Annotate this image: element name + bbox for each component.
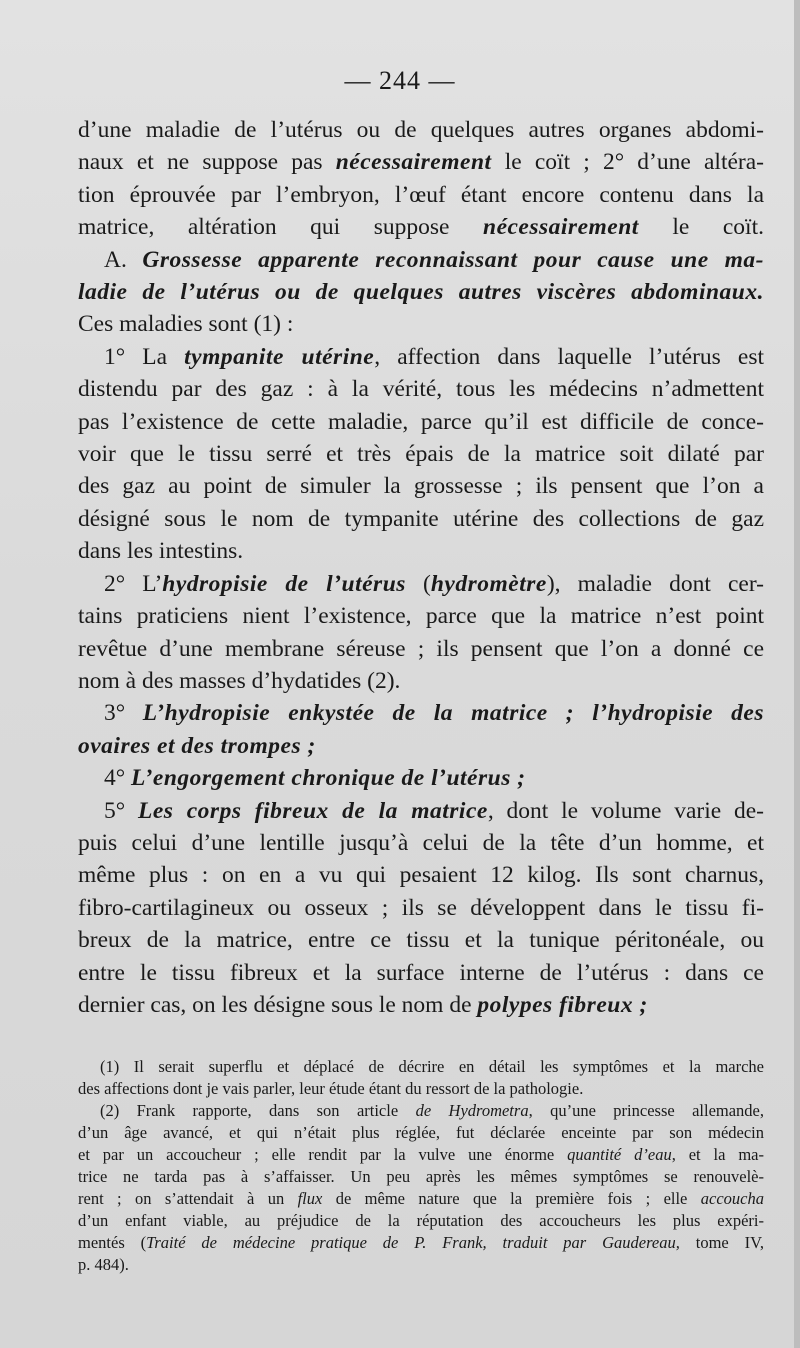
text-segment: 5°	[104, 797, 138, 824]
italic-text: Grossesse apparente reconnaissant pour cause une ma-	[142, 246, 764, 273]
footnote-line	[78, 1056, 764, 1078]
text-line	[78, 827, 764, 859]
text-line	[78, 633, 764, 665]
text-line	[78, 535, 764, 567]
text-segment: dans les intestins.	[78, 538, 244, 565]
italic-text: L’engorgement chronique de l’utérus ;	[131, 765, 526, 792]
italic-text: ladie de l’utérus ou de quelques autres viscères abdominaux.	[78, 279, 764, 306]
text-segment: , affection dans laquelle l’utérus est	[374, 343, 765, 370]
text-line	[78, 859, 764, 891]
text-segment: pas l’existence de cette maladie, parce qu’il est difficile de conce-	[78, 408, 764, 435]
text-segment: voir que le tissu serré et très épais de la matrice soit dilaté par	[78, 441, 764, 468]
text-segment: rent ; on s’attendait à un	[78, 1189, 298, 1208]
text-segment: ), maladie dont cer-	[546, 570, 764, 597]
italic-text: accoucha	[700, 1189, 764, 1208]
italic-text: hydropisie de l’utérus	[162, 570, 406, 597]
text-line	[78, 697, 764, 729]
text-line	[78, 665, 764, 697]
italic-text: nécessairement	[483, 214, 639, 241]
text-line	[78, 244, 764, 276]
page-edge-shadow	[794, 0, 800, 1348]
text-segment: entre le tissu fibreux et la surface interne de l’utérus : dans ce	[78, 959, 764, 986]
text-line	[78, 924, 764, 956]
italic-text: ovaires et des trompes ;	[78, 732, 316, 759]
text-segment: et par un accoucheur ; elle rendit par la vulve une énorme	[78, 1145, 568, 1164]
text-line	[78, 341, 764, 373]
italic-text: polypes fibreux ;	[477, 991, 648, 1018]
footnote-line	[78, 1254, 764, 1276]
text-segment: des gaz au point de simuler la grossesse ; ils pensent que l’on a	[78, 473, 764, 500]
text-segment: même plus : on en a vu qui pesaient 12 kilog. Ils sont charnus,	[78, 862, 764, 889]
text-segment: de même nature que la première fois ; elle	[322, 1189, 701, 1208]
text-line	[78, 373, 764, 405]
text-segment: mentés (	[78, 1233, 147, 1252]
text-line	[78, 308, 764, 340]
text-segment: d’une maladie de l’utérus ou de quelques autres organes abdomi-	[78, 117, 764, 143]
page-number: — 244 —	[344, 66, 456, 95]
text-segment: , qu’une princesse allemande,	[528, 1101, 765, 1120]
body-text	[78, 114, 764, 1021]
text-segment: (	[405, 570, 431, 597]
italic-text: Traité de médecine pratique de P. Frank, traduit par Gaudereau,	[146, 1233, 680, 1252]
italic-text: L’hydropisie enkystée de la matrice ; l’hydropisie des	[142, 700, 764, 727]
italic-text: de Hydrometra	[415, 1101, 529, 1120]
text-segment: distendu par des gaz : à la vérité, tous les médecins n’admettent	[78, 376, 764, 403]
italic-text: Les corps fibreux de la matrice	[137, 797, 488, 824]
italic-text: flux	[297, 1189, 323, 1208]
text-segment: Ces maladies sont (1) :	[78, 311, 294, 338]
text-segment: A.	[104, 246, 143, 273]
text-segment: p. 484).	[78, 1255, 129, 1274]
footnote-line	[78, 1144, 764, 1166]
text-line	[78, 600, 764, 632]
footnote-line	[78, 1232, 764, 1254]
text-segment: d’un âge avancé, et qui n’était plus réglée, fut déclarée enceinte par son médecin	[78, 1123, 764, 1142]
footnote-line	[78, 1100, 764, 1122]
text-line	[78, 503, 764, 535]
text-segment: d’un enfant viable, au préjudice de la réputation des accoucheurs les plus expéri-	[78, 1211, 764, 1230]
text-segment: breux de la matrice, entre ce tissu et la tunique péritonéale, ou	[78, 927, 764, 954]
italic-text: hydromètre	[430, 570, 547, 597]
text-segment: trice ne tarda pas à s’affaisser. Un peu après les mêmes symptômes se renouvelè-	[78, 1167, 764, 1186]
text-segment: tion éprouvée par l’embryon, l’œuf étant encore contenu dans la	[78, 181, 764, 208]
text-line	[78, 211, 764, 243]
text-segment: 1° La	[104, 343, 185, 370]
text-segment: 4°	[104, 765, 132, 792]
text-segment: tains praticiens nient l’existence, parce que la matrice n’est point	[78, 603, 764, 630]
text-line	[78, 762, 764, 794]
text-line	[78, 892, 764, 924]
text-segment: , et la ma-	[671, 1145, 764, 1164]
text-segment: 2° L’	[104, 570, 163, 597]
text-line	[78, 730, 764, 762]
text-line	[78, 438, 764, 470]
italic-text: quantité d’eau	[567, 1145, 672, 1164]
text-line	[78, 179, 764, 211]
text-line	[78, 470, 764, 502]
footnote-line	[78, 1166, 764, 1188]
footnote-line	[78, 1078, 764, 1100]
text-segment: tome IV,	[679, 1233, 765, 1252]
text-segment: nom à des masses d’hydatides (2).	[78, 667, 401, 694]
italic-text: nécessairement	[335, 149, 492, 176]
text-line	[78, 989, 764, 1021]
text-line	[78, 406, 764, 438]
footnotes	[78, 1056, 764, 1276]
text-segment: (1) Il serait superflu et déplacé de décrire en détail les symptômes et la marche	[100, 1057, 764, 1076]
text-segment: (2) Frank rapporte, dans son article	[100, 1101, 416, 1120]
text-line	[78, 795, 764, 827]
text-line	[78, 114, 764, 146]
text-line	[78, 957, 764, 989]
footnote-line	[78, 1188, 764, 1210]
text-line	[78, 568, 764, 600]
text-segment: désigné sous le nom de tympanite utérine des collections de gaz	[78, 505, 764, 532]
text-segment: matrice, altération qui suppose	[78, 214, 483, 241]
text-line	[78, 276, 764, 308]
italic-text: tympanite utérine	[184, 343, 375, 370]
text-line	[78, 146, 764, 178]
text-segment: le coït ; 2° d’une altéra-	[491, 149, 764, 176]
footnote-line	[78, 1210, 764, 1232]
text-segment: , dont le volume varie de-	[487, 797, 764, 824]
text-segment: naux et ne suppose pas	[78, 149, 336, 176]
text-segment: revêtue d’une membrane séreuse ; ils pensent que l’on a donné ce	[78, 635, 764, 662]
footnote-line	[78, 1122, 764, 1144]
text-segment: des affections dont je vais parler, leur étude étant du ressort de la pathologie.	[78, 1079, 584, 1098]
text-segment: fibro-cartilagineux ou osseux ; ils se développent dans le tissu fi-	[78, 894, 764, 921]
text-segment: le coït.	[638, 214, 764, 241]
text-segment: dernier cas, on les désigne sous le nom de	[78, 991, 478, 1018]
text-segment: 3°	[104, 700, 143, 727]
text-segment: puis celui d’une lentille jusqu’à celui de la tête d’un homme, et	[78, 829, 764, 856]
